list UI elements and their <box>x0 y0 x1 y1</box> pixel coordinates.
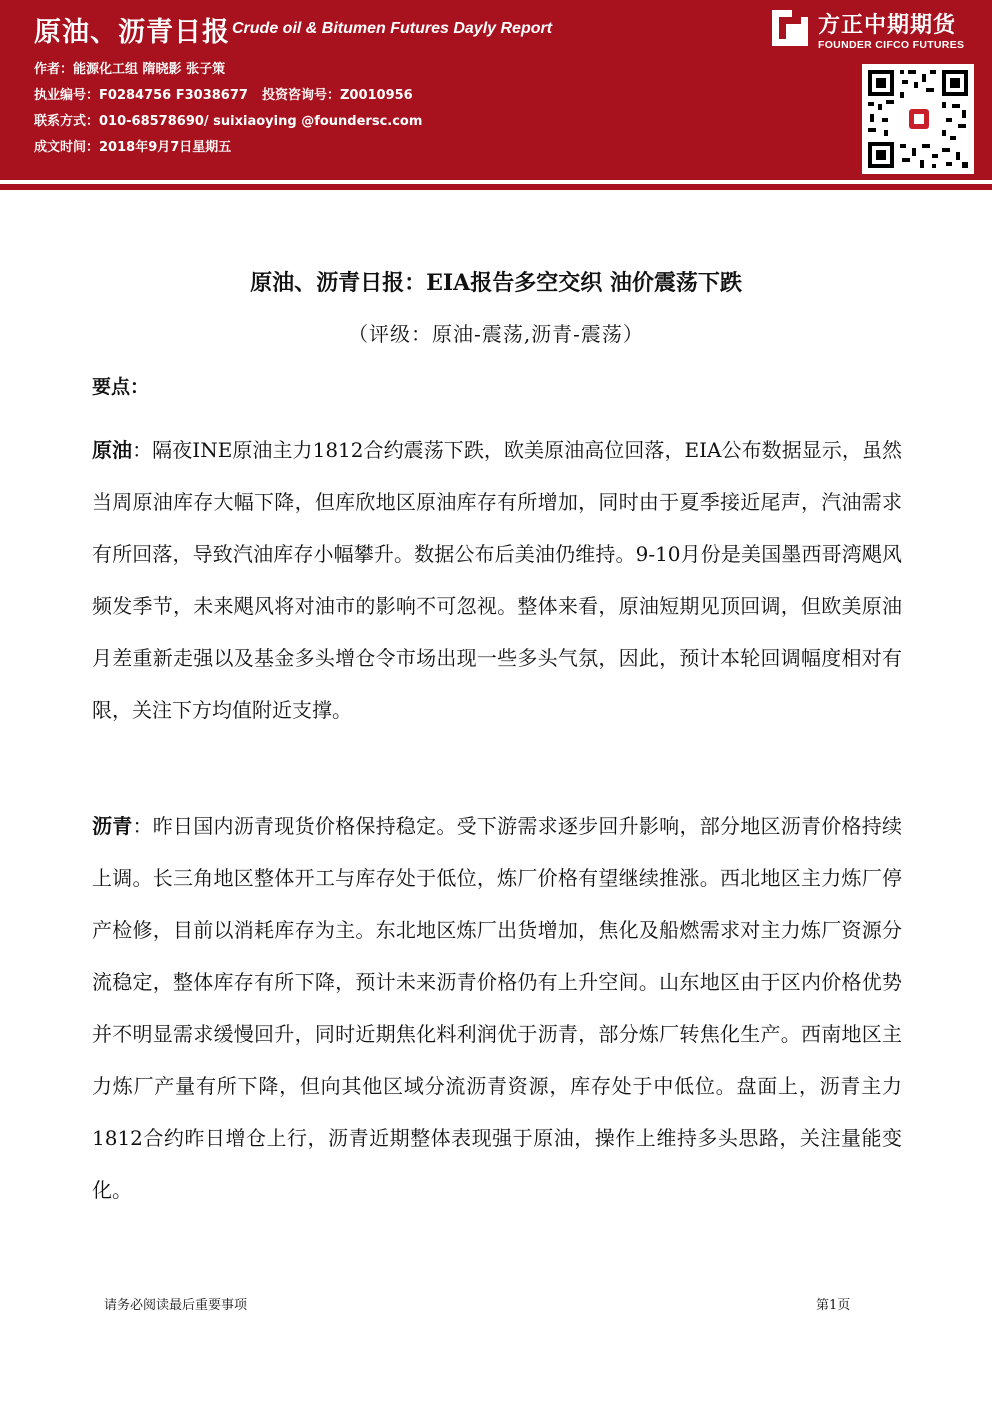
contact-line <box>34 110 422 129</box>
license-label: 执业编号： <box>34 88 100 103</box>
license-numbers: F0284756 F3038677 <box>99 88 248 103</box>
author-names: 能源化工组 隋晓影 张子策 <box>73 62 226 77</box>
contact-info[interactable]: 010-68578690/ suixiaoying @foundersc.com <box>99 114 423 129</box>
company-logo <box>770 6 986 54</box>
report-title: 原油、沥青日报 <box>34 17 230 48</box>
report-title-en: Crude oil & Bitumen Futures Dayly Report <box>232 20 553 37</box>
advisory-number: Z0010956 <box>339 88 413 103</box>
report-header <box>0 0 992 180</box>
date-label: 成文时间： <box>34 140 100 155</box>
crude-oil-label: 原油 <box>92 438 133 462</box>
author-line <box>34 58 225 77</box>
license-line <box>34 84 413 103</box>
document-rating: （评级：原油-震荡,沥青-震荡） <box>348 322 644 346</box>
logo-text-en: FOUNDER CIFCO FUTURES <box>818 39 965 51</box>
page-number: 第1页 <box>816 1298 851 1313</box>
contact-label: 联系方式： <box>34 114 100 129</box>
founder-logo-icon <box>770 8 810 48</box>
qr-code-icon[interactable] <box>862 64 974 174</box>
report-date: 2018年9月7日星期五 <box>99 140 232 155</box>
advisory-label: 投资咨询号： <box>261 88 340 103</box>
logo-text-cn: 方正中期期货 <box>818 13 957 38</box>
key-points-label: 要点： <box>92 376 150 398</box>
crude-oil-paragraph <box>92 424 902 736</box>
document-title: 原油、沥青日报：EIA报告多空交织 油价震荡下跌 <box>250 270 742 296</box>
bitumen-text: ：昨日国内沥青现货价格保持稳定。受下游需求逐步回升影响，部分地区沥青价格持续上调。长三角地区整体开工与库存处于低位，炼厂价格有望继续推涨。西北地区主力炼厂停产检修，目前以消耗库存为主。东北地区炼厂出货增加，焦化及船燃需求对主力炼厂资源分流稳定，整体库存有所下降，预计未来沥青价格仍有上升空间。山东地区由于区内价格优势并不明显需求缓慢回升，同时近期焦化料利润优于沥青，部分炼厂转焦化生产。西南地区主力炼厂产量有所下降，但向其他区域分流沥青资源，库存处于中低位。盘面上，沥青主力1812合约昨日增仓上行，沥青近期整体表现强于原油，操作上维持多头思路，关注量能变化。 <box>92 814 903 1202</box>
bitumen-label: 沥青 <box>92 814 133 838</box>
date-line <box>34 136 231 155</box>
bitumen-paragraph <box>92 800 902 1216</box>
crude-oil-text: ：隔夜INE原油主力1812合约震荡下跌，欧美原油高位回落，EIA公布数据显示，虽然当周原油库存大幅下降，但库欣地区原油库存有所增加，同时由于夏季接近尾声，汽油需求有所回落，导致汽油库存小幅攀升。数据公布后美油仍维持。9-10月份是美国墨西哥湾飓风频发季节，未来飓风将对油市的影响不可忽视。整体来看，原油短期见顶回调，但欧美原油月差重新走强以及基金多头增仓令市场出现一些多头气氛，因此，预计本轮回调幅度相对有限，关注下方均值附近支撑。 <box>92 438 903 722</box>
footer-notice: 请务必阅读最后重要事项 <box>104 1298 248 1313</box>
author-label: 作者： <box>34 62 74 77</box>
header-divider <box>0 184 992 190</box>
